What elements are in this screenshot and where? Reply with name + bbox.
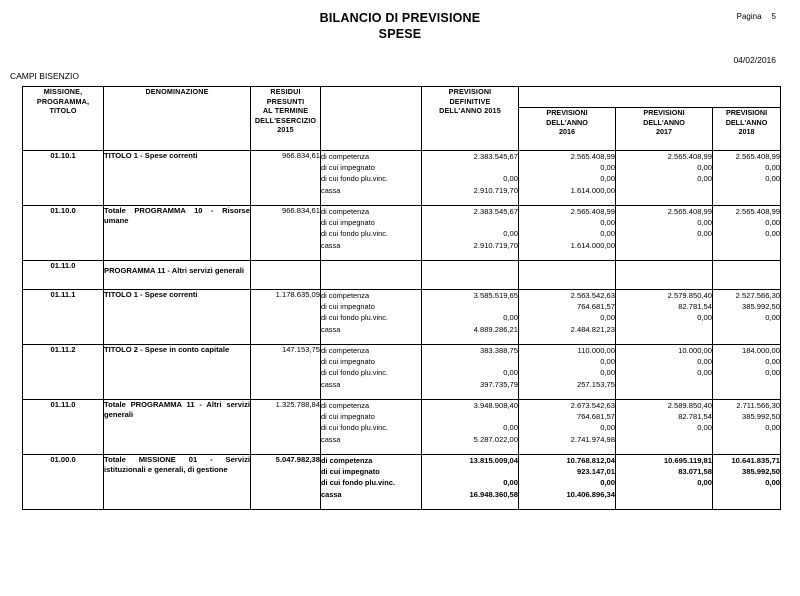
- entity-name: CAMPI BISENZIO: [10, 71, 79, 81]
- amount-label: di cui fondo plu.vinc.: [321, 229, 388, 239]
- amount-value: 2.741.974,98: [570, 434, 615, 444]
- cell-residui: 966.834,61: [251, 206, 321, 261]
- amount-label: di cui fondo plu.vinc.: [321, 423, 388, 433]
- cell-amount-labels: [321, 151, 422, 206]
- amount-value: 0,00: [697, 478, 712, 488]
- cell-previsioni-definitive: [422, 400, 519, 455]
- amount-label: cassa: [321, 489, 342, 499]
- table-row: [23, 400, 781, 455]
- column-header-2017-line1: PREVISIONI: [643, 108, 685, 117]
- amount-value: 0,00: [503, 423, 518, 433]
- amount-value: 257.153,75: [576, 379, 615, 389]
- amount-value: 10.768.812,04: [566, 456, 615, 465]
- cell-previsioni-2016: [519, 455, 616, 510]
- table-row: [23, 206, 781, 261]
- amount-value: 397.735,79: [479, 379, 518, 389]
- amount-value: 2.383.545,67: [473, 152, 518, 161]
- column-header-2018-line3: 2018: [738, 127, 755, 136]
- cell-amount-labels: [321, 345, 422, 400]
- column-header-2017-line3: 2017: [656, 127, 672, 136]
- cell-previsioni-definitive: [422, 151, 519, 206]
- column-header-2016-line1: PREVISIONI: [546, 108, 588, 117]
- amount-value: 2.910.719,70: [473, 185, 518, 195]
- cell-denominazione: Totale PROGRAMMA 10 - Risorse umane: [104, 206, 251, 261]
- cell-denominazione: TITOLO 1 - Spese correnti: [104, 290, 251, 345]
- amount-value: 0,00: [697, 163, 712, 173]
- column-header-definitive-line2: DEFINITIVE: [449, 96, 491, 106]
- cell-previsioni-2017: [616, 400, 713, 455]
- cell-amount-labels: [321, 261, 422, 290]
- cell-previsioni-definitive: [422, 206, 519, 261]
- cell-amount-labels: [321, 206, 422, 261]
- cell-residui: [251, 261, 321, 290]
- amount-label: di competenza: [321, 152, 370, 161]
- amount-value: 4.889.286,21: [473, 324, 518, 334]
- amount-label: di competenza: [321, 291, 370, 300]
- cell-denominazione: TITOLO 1 - Spese correnti: [104, 151, 251, 206]
- amount-value: 0,00: [600, 163, 615, 173]
- amount-value: 5.287.022,00: [473, 434, 518, 444]
- amount-value: 2.565.408,99: [667, 207, 712, 216]
- amount-label: di cui impegnato: [321, 218, 375, 228]
- column-header-code-line1: MISSIONE,: [43, 87, 83, 96]
- column-header-definitive-line3: DELL'ANNO 2015: [439, 106, 501, 115]
- amount-label: di cui impegnato: [321, 467, 380, 477]
- cell-previsioni-definitive: [422, 455, 519, 510]
- amount-value: 0,00: [697, 218, 712, 228]
- amount-value: 10.695.119,81: [663, 456, 712, 465]
- amount-value: 82.781,54: [678, 302, 712, 312]
- cell-previsioni-2017: [616, 261, 713, 290]
- cell-code: 01.11.2: [23, 345, 104, 400]
- cell-amount-labels: [321, 290, 422, 345]
- amount-label: di cui impegnato: [321, 412, 375, 422]
- cell-denominazione: Totale PROGRAMMA 11 - Altri servizi generali: [104, 400, 251, 455]
- column-header-residui-line4: 2015: [277, 125, 294, 134]
- cell-previsioni-2016: [519, 151, 616, 206]
- amount-value: 0,00: [503, 478, 518, 488]
- amount-value: 0,00: [765, 368, 781, 378]
- amount-value: 2.565.408,99: [735, 207, 781, 216]
- amount-value: 385.992,50: [742, 412, 781, 422]
- cell-denominazione: PROGRAMMA 11 - Altri servizi generali: [104, 261, 251, 290]
- cell-previsioni-2016: [519, 400, 616, 455]
- column-header-denominazione: DENOMINAZIONE: [104, 87, 251, 151]
- amount-value: 3.948.908,40: [473, 401, 518, 410]
- amount-value: 1.614.000,00: [570, 185, 615, 195]
- column-header-previsioni-definitive: [422, 87, 519, 151]
- column-header-year-2017: [616, 108, 713, 151]
- amount-value: 2.563.542,63: [570, 291, 615, 300]
- amount-label: cassa: [321, 324, 341, 334]
- amount-value: 0,00: [765, 357, 781, 367]
- cell-previsioni-2017: [616, 455, 713, 510]
- amount-value: 0,00: [697, 423, 712, 433]
- amount-label: di cui fondo plu.vinc.: [321, 313, 388, 323]
- amount-value: 0,00: [765, 478, 781, 488]
- cell-previsioni-2016: [519, 206, 616, 261]
- amount-value: 0,00: [600, 357, 615, 367]
- column-header-2016-line3: 2016: [559, 127, 575, 136]
- amount-value: 2.910.719,70: [473, 240, 518, 250]
- cell-previsioni-2017: [616, 151, 713, 206]
- column-header-code: [23, 87, 104, 151]
- table-row: [23, 345, 781, 400]
- cell-previsioni-definitive: [422, 290, 519, 345]
- amount-value: 16.948.360,58: [469, 489, 518, 499]
- amount-value: 0,00: [765, 229, 781, 239]
- cell-code: 01.10.1: [23, 151, 104, 206]
- cell-denominazione: Totale MISSIONE 01 - Servizi istituzionali e generali, di gestione: [104, 455, 251, 510]
- column-header-year-2018: [713, 108, 781, 151]
- amount-value: 0,00: [600, 218, 615, 228]
- amount-value: 385.992,50: [742, 302, 781, 312]
- cell-residui: 5.047.982,38: [251, 455, 321, 510]
- document-title: BILANCIO DI PREVISIONE: [319, 11, 481, 25]
- amount-label: di cui fondo plu.vinc.: [321, 478, 395, 488]
- amount-value: 0,00: [697, 357, 712, 367]
- amount-value: 13.815.009,04: [469, 456, 518, 465]
- amount-label: di cui impegnato: [321, 357, 375, 367]
- amount-value: 184.000,00: [742, 346, 781, 355]
- cell-previsioni-2016: [519, 345, 616, 400]
- page-number: 5: [771, 12, 776, 21]
- amount-label: di cui impegnato: [321, 302, 375, 312]
- amount-label: di competenza: [321, 456, 373, 465]
- amount-value: 0,00: [503, 368, 518, 378]
- amount-value: 2.589.850,40: [667, 401, 712, 410]
- cell-previsioni-2017: [616, 345, 713, 400]
- amount-value: 0,00: [765, 163, 781, 173]
- amount-label: di competenza: [321, 207, 370, 216]
- amount-label: cassa: [321, 240, 341, 250]
- cell-previsioni-2018: [713, 261, 781, 290]
- amount-value: 0,00: [600, 229, 615, 239]
- cell-previsioni-definitive: [422, 261, 519, 290]
- column-header-residui: [251, 87, 321, 151]
- amount-value: 2.565.408,99: [667, 152, 712, 161]
- title-block: [0, 10, 800, 42]
- amount-value: 0,00: [697, 368, 712, 378]
- amount-value: 0,00: [600, 368, 615, 378]
- amount-value: 10.406.896,34: [566, 489, 615, 499]
- cell-amount-labels: [321, 455, 422, 510]
- amount-value: 0,00: [765, 174, 781, 184]
- amount-value: 2.711.566,30: [736, 401, 781, 410]
- amount-label: di competenza: [321, 401, 370, 410]
- column-header-definitive-line1: PREVISIONI: [448, 87, 492, 96]
- cell-residui: 1.325.788,84: [251, 400, 321, 455]
- cell-previsioni-2016: [519, 261, 616, 290]
- column-header-2018-line1: PREVISIONI: [725, 108, 768, 117]
- amount-label: cassa: [321, 434, 341, 444]
- amount-value: 0,00: [600, 478, 615, 488]
- amount-value: 1.614.000,00: [570, 240, 615, 250]
- cell-previsioni-2018: [713, 206, 781, 261]
- amount-value: 10.641.835,71: [731, 456, 781, 465]
- cell-amount-labels: [321, 400, 422, 455]
- cell-previsioni-2017: [616, 206, 713, 261]
- amount-value: 82.781,54: [678, 412, 712, 422]
- amount-value: 2.383.545,67: [473, 207, 518, 216]
- table-row: [23, 151, 781, 206]
- amount-value: 2.565.408,99: [735, 152, 781, 161]
- amount-value: 0,00: [600, 423, 615, 433]
- document-header: [0, 10, 800, 81]
- amount-value: 923.147,01: [576, 467, 615, 477]
- cell-previsioni-2018: [713, 345, 781, 400]
- cell-code: 01.10.0: [23, 206, 104, 261]
- table-header-row-top: [23, 87, 781, 108]
- cell-previsioni-2016: [519, 290, 616, 345]
- column-header-2017-line2: DELL'ANNO: [643, 117, 685, 127]
- amount-value: 0,00: [697, 313, 712, 323]
- cell-code: 01.00.0: [23, 455, 104, 510]
- amount-value: 2.527.566,30: [735, 291, 781, 300]
- cell-previsioni-2017: [616, 290, 713, 345]
- amount-label: di competenza: [321, 346, 370, 355]
- column-header-year-2016: [519, 108, 616, 151]
- column-header-residui-line2: AL TERMINE: [262, 106, 309, 115]
- amount-value: 0,00: [503, 313, 518, 323]
- column-header-code-line3: TITOLO: [49, 106, 77, 115]
- amount-value: 0,00: [765, 313, 781, 323]
- cell-previsioni-2018: [713, 290, 781, 345]
- amount-value: 0,00: [600, 313, 615, 323]
- page-indicator: [737, 12, 776, 21]
- cell-denominazione: TITOLO 2 - Spese in conto capitale: [104, 345, 251, 400]
- column-header-forecast-group: [519, 87, 781, 108]
- amount-value: 2.579.850,40: [667, 291, 712, 300]
- table-row: [23, 455, 781, 510]
- amount-label: cassa: [321, 185, 341, 195]
- column-header-residui-line3: DELL'ESERCIZIO: [254, 115, 317, 125]
- amount-value: 385.992,50: [742, 467, 781, 477]
- amount-label: di cui fondo plu.vinc.: [321, 368, 388, 378]
- amount-value: 110.000,00: [577, 346, 615, 355]
- amount-value: 383.388,75: [479, 346, 518, 355]
- amount-value: 764.681,57: [576, 302, 615, 312]
- amount-value: 2.673.542,63: [570, 401, 615, 410]
- table-body: [23, 151, 781, 510]
- column-header-2016-line2: DELL'ANNO: [546, 117, 588, 127]
- budget-table: [22, 86, 781, 510]
- column-header-labels-spacer: [321, 87, 422, 151]
- cell-code: 01.11.0: [23, 261, 104, 290]
- cell-previsioni-2018: [713, 151, 781, 206]
- amount-label: di cui fondo plu.vinc.: [321, 174, 388, 184]
- cell-code: 01.11.0: [23, 400, 104, 455]
- amount-value: 2.484.821,23: [570, 324, 615, 334]
- amount-value: 0,00: [600, 174, 615, 184]
- table-row: [23, 261, 781, 290]
- table-row: [23, 290, 781, 345]
- cell-previsioni-2018: [713, 400, 781, 455]
- column-header-residui-line1: RESIDUI PRESUNTI: [266, 87, 305, 106]
- cell-code: 01.11.1: [23, 290, 104, 345]
- amount-value: 0,00: [697, 174, 712, 184]
- amount-value: 0,00: [697, 229, 712, 239]
- amount-value: 0,00: [503, 229, 518, 239]
- amount-value: 0,00: [503, 174, 518, 184]
- amount-value: 2.565.408,99: [570, 207, 615, 216]
- cell-residui: 966.834,61: [251, 151, 321, 206]
- document-subtitle: SPESE: [378, 27, 422, 41]
- amount-value: 764.681,57: [576, 412, 615, 422]
- amount-value: 3.585.519,65: [473, 291, 518, 300]
- column-header-2018-line2: DELL'ANNO: [725, 117, 768, 127]
- amount-value: 0,00: [765, 218, 781, 228]
- cell-previsioni-2018: [713, 455, 781, 510]
- column-header-code-line2: PROGRAMMA,: [36, 96, 90, 106]
- cell-residui: 1.178.635,09: [251, 290, 321, 345]
- amount-value: 83.071,58: [678, 467, 712, 477]
- cell-residui: 147.153,75: [251, 345, 321, 400]
- amount-value: 2.565.408,99: [570, 152, 615, 161]
- amount-value: 10.000,00: [678, 346, 712, 355]
- cell-previsioni-definitive: [422, 345, 519, 400]
- amount-value: 0,00: [765, 423, 781, 433]
- page-label: Pagina: [736, 12, 762, 21]
- amount-label: cassa: [321, 379, 341, 389]
- document-date: 04/02/2016: [733, 55, 776, 65]
- table-header: [23, 87, 781, 151]
- amount-label: di cui impegnato: [321, 163, 375, 173]
